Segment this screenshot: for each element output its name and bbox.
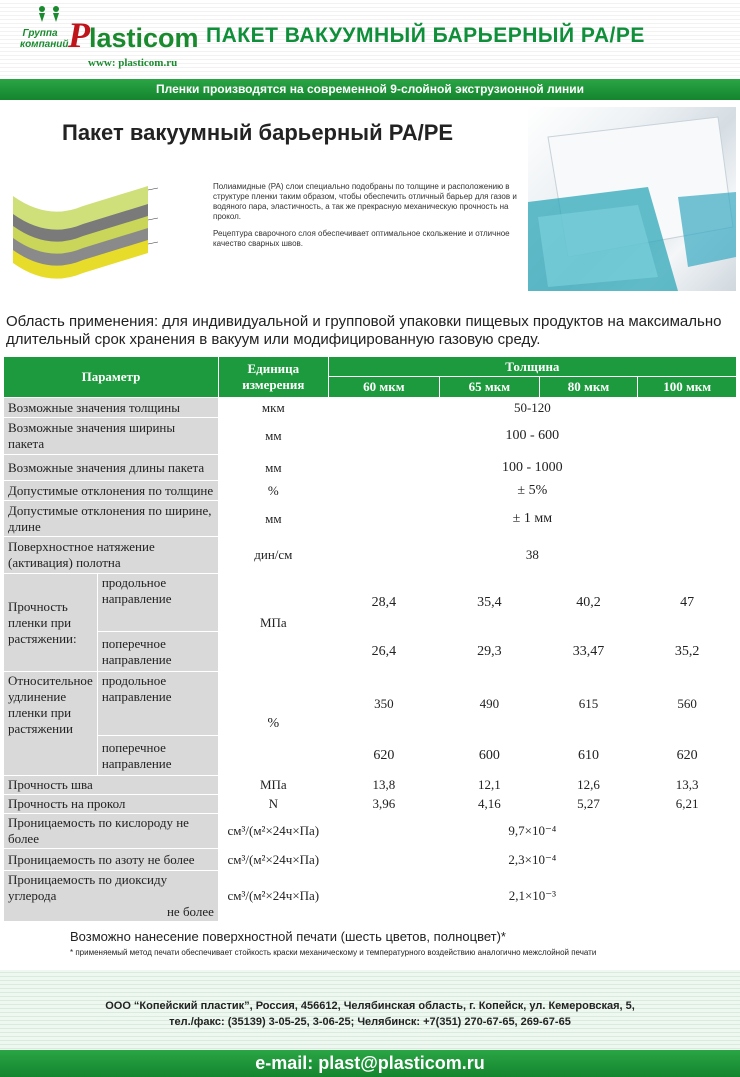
product-description [213,182,523,256]
param-cell: Допустимые отклонения по ширине, длине [4,501,219,537]
unit-cell: дин/см [218,537,328,574]
table-row [4,418,737,455]
unit-cell: см³/(м²×24ч×Па) [218,849,328,871]
param-cell: Возможные значения длины пакета [4,455,219,481]
table-row [4,574,737,632]
value-cell: 33,47 [539,632,638,672]
value-cell: 2,1×10⁻³ [328,871,736,922]
table-row [4,736,737,776]
logo-p: P [68,15,89,55]
phones-line: тел./факс: (35139) 3-05-25, 3-06-25; Челябинск: +7(351) 270-67-65, 269-67-65 [169,1016,571,1028]
value-cell: 620 [638,736,737,776]
subparam-cell: поперечное направление [97,736,218,776]
unit-cell: мм [218,418,328,455]
param-cell: Прочность шва [4,776,219,795]
value-cell: 12,6 [539,776,638,795]
subparam-cell: продольное направление [97,672,218,736]
table-row [4,455,737,481]
page-title: ПАКЕТ ВАКУУМНЫЙ БАРЬЕРНЫЙ PA/PE [206,24,645,47]
header [0,0,740,80]
value-cell: 9,7×10⁻⁴ [328,814,736,849]
table-row [4,871,737,922]
logo-url[interactable]: www: plasticom.ru [88,57,178,69]
value-cell: 100 - 600 [328,418,736,455]
value-cell: 600 [440,736,540,776]
company-address [0,998,740,1030]
unit-cell: МПа [218,574,328,672]
company-logo[interactable] [10,4,200,70]
value-cell: 13,3 [638,776,737,795]
table-row [4,632,737,672]
product-photo [528,107,736,291]
header-thickness: Толщина [328,357,736,377]
logo-rest: lasticom [89,23,199,53]
value-cell: 28,4 [328,574,439,632]
unit-cell: мкм [218,398,328,418]
value-cell: 50-120 [328,398,736,418]
value-cell: 3,96 [328,795,439,814]
value-cell: 100 - 1000 [328,455,736,481]
header-param: Параметр [4,357,219,398]
table-row [4,814,737,849]
table-row [4,672,737,736]
email-link[interactable]: e-mail: plast@plasticom.ru [0,1050,740,1077]
param-cell: Поверхностное натяжение (активация) полотна [4,537,219,574]
logo-wordmark [68,14,199,56]
subparam-cell: продольное направление [97,574,218,632]
param-cell: Проницаемость по азоту не более [4,849,219,871]
param-line: Проницаемость по диоксиду углерода [8,872,168,903]
table-row [4,849,737,871]
logo-group-label: Группа компаний [20,28,69,50]
value-cell: 350 [328,672,439,736]
header-col-60: 60 мкм [328,377,439,398]
unit-cell: мм [218,455,328,481]
value-cell: 490 [440,672,540,736]
value-cell: 13,8 [328,776,439,795]
subparam-cell: поперечное направление [97,632,218,672]
value-cell: 35,4 [440,574,540,632]
film-layers-illustration [8,178,158,288]
value-cell: 6,21 [638,795,737,814]
value-cell: 2,3×10⁻⁴ [328,849,736,871]
header-col-80: 80 мкм [539,377,638,398]
value-cell: 38 [328,537,736,574]
param-cell: Допустимые отклонения по толщине [4,481,219,501]
figures-icon [36,4,64,24]
unit-cell: N [218,795,328,814]
table-row [4,481,737,501]
description-paragraph: Полиамидные (PA) слои специально подобраны по толщине и расположению в структуре пленки таким образом, чтобы обеспечить отличный барьер для газов и водяного пара, эластичность, а так же прекрасную механическую прочность на прокол. [213,182,517,221]
value-cell: 47 [638,574,737,632]
param-cell [4,871,219,922]
application-text: Область применения: для индивидуальной и групповой упаковки пищевых продуктов на максимально длительный срок хранения в вакуум или модифицированную газовую среду. [6,313,722,348]
param-cell: Относительное удлинение пленки при растяжении [4,672,98,776]
value-cell: 35,2 [638,632,737,672]
footer [0,970,740,1077]
address-line: ООО “Копейский пластик”, Россия, 456612, Челябинская область, г. Копейск, ул. Кемеровская, 5, [105,1000,635,1012]
unit-cell: МПа [218,776,328,795]
table-row [4,795,737,814]
value-cell: 4,16 [440,795,540,814]
value-cell: 29,3 [440,632,540,672]
bag-image [528,107,736,291]
description-paragraph: Рецептура сварочного слоя обеспечивает оптимальное скольжение и отличное качество сварных швов. [213,229,510,248]
param-cell: Проницаемость по кислороду не более [4,814,219,849]
unit-cell: см³/(м²×24ч×Па) [218,814,328,849]
header-unit: Единица измерения [218,357,328,398]
value-cell: 560 [638,672,737,736]
value-cell: 40,2 [539,574,638,632]
value-cell: 620 [328,736,439,776]
banner: Пленки производятся на современной 9-слойной экструзионной линии [0,79,740,100]
value-cell: ± 5% [328,481,736,501]
param-cell: Прочность пленки при растяжении: [4,574,98,672]
header-col-100: 100 мкм [638,377,737,398]
table-row [4,398,737,418]
param-line: не более [166,904,214,919]
table-row [4,537,737,574]
unit-cell: см³/(м²×24ч×Па) [218,871,328,922]
spec-table [3,356,737,922]
unit-cell: % [218,481,328,501]
unit-cell: % [218,672,328,776]
print-note: Возможно нанесение поверхностной печати (шесть цветов, полноцвет)* [70,929,506,944]
table-row [4,776,737,795]
param-cell: Возможные значения толщины [4,398,219,418]
product-title: Пакет вакуумный барьерный PA/PE [62,120,454,145]
param-cell: Возможные значения ширины пакета [4,418,219,455]
param-cell: Прочность на прокол [4,795,219,814]
value-cell: 12,1 [440,776,540,795]
header-col-65: 65 мкм [440,377,540,398]
footnote: * применяемый метод печати обеспечивает стойкость краски механическому и температурного воздействию аналогично межслойной печати [70,948,597,957]
value-cell: 610 [539,736,638,776]
unit-cell: мм [218,501,328,537]
value-cell: 615 [539,672,638,736]
value-cell: ± 1 мм [328,501,736,537]
value-cell: 26,4 [328,632,439,672]
value-cell: 5,27 [539,795,638,814]
table-row [4,501,737,537]
